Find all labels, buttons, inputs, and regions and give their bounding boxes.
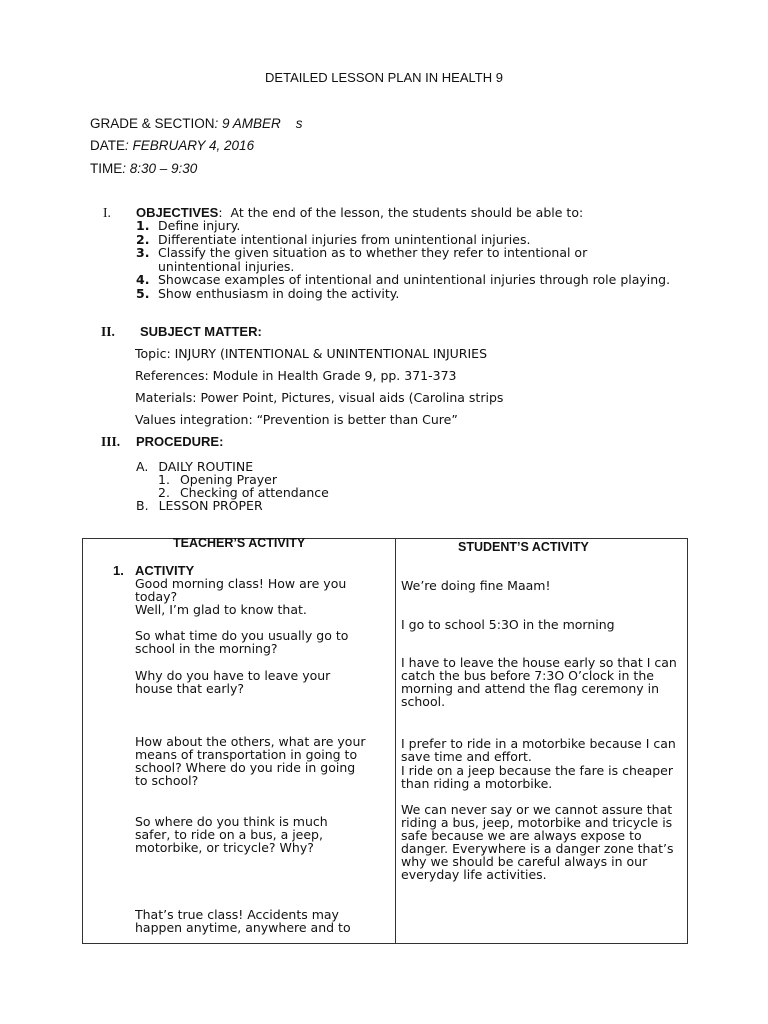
teacher-line: That’s true class! Accidents may happen anytime, anywhere and to xyxy=(135,907,351,935)
student-line: We can never say or we cannot assure that riding a bus, jeep, motorbike and tricycle is safe because we are always expose to danger. Everywhere is a danger zone that’s why we should be careful always in our everyday life activities. xyxy=(401,802,674,882)
date-label: DATE xyxy=(90,138,126,153)
materials-line: Materials: Power Point, Pictures, visual aids (Carolina strips xyxy=(135,390,504,405)
roman-numeral-3: III. xyxy=(101,434,121,449)
date-line xyxy=(90,138,254,153)
teacher-activity-header: TEACHER’S ACTIVITY xyxy=(173,536,306,550)
objective-item: 3. Classify the given situation as to whether they refer to intentional or unintentional injuries. xyxy=(136,245,588,274)
grade-label: GRADE & SECTION xyxy=(90,116,215,131)
student-line: I ride on a jeep because the fare is cheaper than riding a motorbike. xyxy=(401,763,674,791)
student-line: I have to leave the house early so that I can catch the bus before 7:3O O’clock in the morning and attend the flag ceremony in school. xyxy=(401,655,677,709)
teacher-line: How about the others, what are your means of transportation in going to school? Where do you ride in going to school? xyxy=(135,734,366,788)
topic-line: Topic: INJURY (INTENTIONAL & UNINTENTIONAL INJURIES xyxy=(135,346,488,361)
subject-matter-heading: SUBJECT MATTER: xyxy=(140,324,262,339)
roman-numeral-1: I. xyxy=(103,205,111,220)
teacher-line: So what time do you usually go to school in the morning? xyxy=(135,628,349,656)
grade-section-line xyxy=(90,116,303,131)
document-title: DETAILED LESSON PLAN IN HEALTH 9 xyxy=(265,70,503,85)
student-activity-header: STUDENT’S ACTIVITY xyxy=(458,540,589,554)
procedure-a: A. DAILY ROUTINE xyxy=(136,459,254,474)
objectives-heading: OBJECTIVES xyxy=(136,205,219,220)
teacher-line: So where do you think is much safer, to ride on a bus, a jeep, motorbike, or tricycle? Why? xyxy=(135,814,328,855)
objective-item: 1. Define injury. xyxy=(136,218,241,233)
time-label: TIME xyxy=(90,161,123,176)
references-line: References: Module in Health Grade 9, pp. 371-373 xyxy=(135,368,457,383)
activity-title: ACTIVITY xyxy=(135,563,195,578)
objectives-intro: : At the end of the lesson, the students should be able to: xyxy=(218,205,584,220)
objectives-list xyxy=(136,219,676,300)
procedure-a-item: 2. Checking of attendance xyxy=(158,485,329,500)
grade-value: : 9 AMBER s xyxy=(214,116,303,131)
date-value: : FEBRUARY 4, 2016 xyxy=(125,138,255,153)
time-value: : 8:30 – 9:30 xyxy=(122,161,198,176)
procedure-b: B. LESSON PROPER xyxy=(136,498,263,513)
teacher-line: Well, I’m glad to know that. xyxy=(135,602,307,617)
student-line: We’re doing fine Maam! xyxy=(401,578,551,593)
procedure-heading: PROCEDURE: xyxy=(136,434,224,449)
activity-table-divider xyxy=(395,538,396,944)
teacher-line: Good morning class! How are you today? xyxy=(135,576,347,604)
activity-number: 1. xyxy=(113,563,124,578)
objective-item: 2. Differentiate intentional injuries from unintentional injuries. xyxy=(136,231,531,247)
student-line: I go to school 5:3O in the morning xyxy=(401,617,615,632)
objective-item: 5. Show enthusiasm in doing the activity. xyxy=(136,285,400,301)
student-line: I prefer to ride in a motorbike because I can save time and effort. xyxy=(401,736,676,764)
procedure-a-item: 1. Opening Prayer xyxy=(158,472,277,487)
time-line xyxy=(90,161,197,176)
roman-numeral-2: II. xyxy=(101,324,115,339)
values-line: Values integration: “Prevention is better than Cure” xyxy=(135,412,458,427)
objective-item: 4. Showcase examples of intentional and unintentional injuries through role playing. xyxy=(136,272,671,287)
teacher-line: Why do you have to leave your house that early? xyxy=(135,668,331,696)
